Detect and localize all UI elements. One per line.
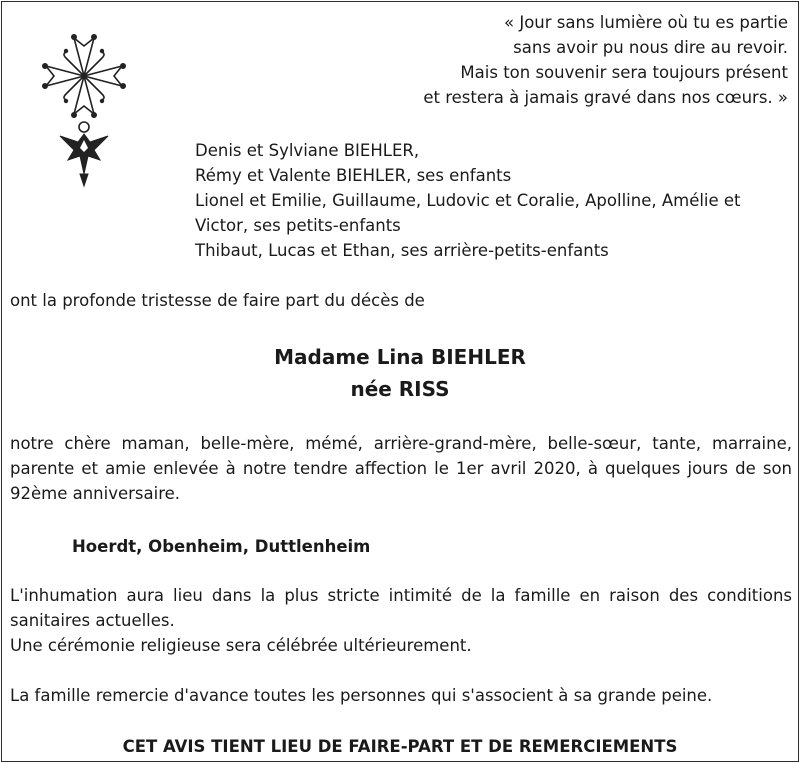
deceased-name: Madame Lina BIEHLER bbox=[274, 345, 526, 369]
deceased-maiden-name: née RISS bbox=[350, 377, 450, 401]
thanks-line: La famille remercie d'avance toutes les personnes qui s'associent à sa grande peine. bbox=[10, 686, 713, 705]
quote-line: Mais ton souvenir sera toujours présent bbox=[460, 63, 788, 82]
closing-statement: CET AVIS TIENT LIEU DE FAIRE-PART ET DE REMERCIEMENTS bbox=[122, 737, 678, 756]
announcement-intro: ont la profonde tristesse de faire part du décès de bbox=[10, 291, 425, 310]
family-line: Lionel et Emilie, Guillaume, Ludovic et Coralie, Apolline, Amélie et bbox=[195, 191, 741, 210]
quote-line: « Jour sans lumière où tu es partie bbox=[504, 13, 788, 32]
burial-line: Une cérémonie religieuse sera célébrée ultérieurement. bbox=[10, 636, 472, 655]
huguenot-cross-icon bbox=[30, 24, 138, 196]
family-line: Denis et Sylviane BIEHLER, bbox=[195, 141, 420, 160]
burial-line: L'inhumation aura lieu dans la plus stricte intimité de la famille en raison des conditions bbox=[10, 586, 792, 605]
obituary-notice bbox=[1, 1, 799, 762]
epitaph-quote bbox=[423, 10, 788, 110]
towns-list: Hoerdt, Obenheim, Duttlenheim bbox=[72, 537, 371, 556]
description-paragraph bbox=[10, 431, 792, 506]
family-line: Rémy et Valente BIEHLER, ses enfants bbox=[195, 166, 512, 185]
family-list bbox=[195, 138, 741, 263]
burial-paragraph bbox=[10, 583, 792, 658]
quote-line: et restera à jamais gravé dans nos cœurs. » bbox=[423, 88, 788, 107]
thanks-paragraph bbox=[10, 683, 792, 708]
quote-line: sans avoir pu nous dire au revoir. bbox=[513, 38, 788, 57]
description-line: notre chère maman, belle-mère, mémé, arrière-grand-mère, belle-sœur, tante, marraine, bbox=[10, 434, 792, 453]
description-line: parente et amie enlevée à notre tendre affection le 1er avril 2020, à quelques jours de son bbox=[10, 459, 792, 478]
family-line: Thibaut, Lucas et Ethan, ses arrière-petits-enfants bbox=[195, 241, 609, 260]
burial-line: sanitaires actuelles. bbox=[10, 611, 175, 630]
description-line: 92ème anniversaire. bbox=[10, 484, 181, 503]
family-line: Victor, ses petits-enfants bbox=[195, 216, 401, 235]
